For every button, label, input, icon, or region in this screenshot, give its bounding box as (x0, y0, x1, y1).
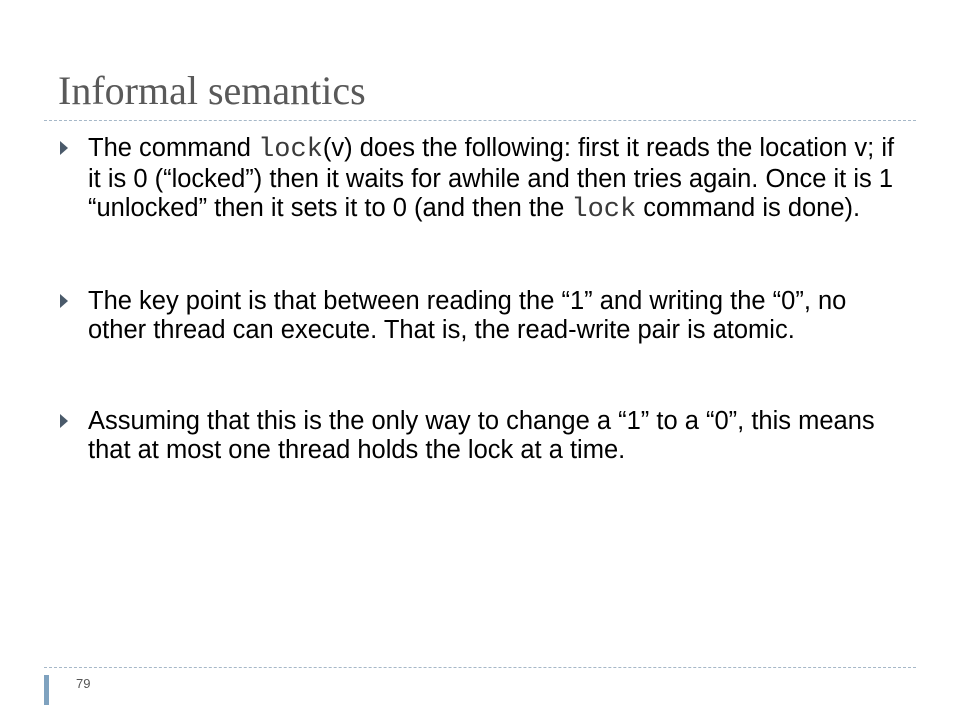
bullet-text-segment: (v) does the following: first it reads the location v; if it is 0 (“locked”) then it waits for awhile and then tries again. Once it is 1 “unlocked” then it sets it to 0 (and then the (88, 134, 895, 222)
page-number: 79 (76, 676, 91, 691)
bullet-list (56, 134, 906, 465)
bullet-item (56, 134, 906, 225)
code-lock: lock (571, 195, 637, 225)
bullet-item (56, 407, 906, 465)
bullet-text: The key point is that between reading the “1” and writing the “0”, no other thread can execute. That is, the read-write pair is atomic. (88, 287, 847, 344)
triangle-right-icon (60, 141, 68, 155)
bullet-text: Assuming that this is the only way to change a “1” to a “0”, this means that at most one thread holds the lock at a time. (88, 407, 875, 464)
bullet-item (56, 287, 906, 345)
triangle-right-icon (60, 414, 68, 428)
footer-divider (44, 667, 916, 668)
bullet-text (88, 134, 906, 225)
bullet-text-segment: The command (88, 134, 259, 162)
triangle-right-icon (60, 294, 68, 308)
code-lock: lock (258, 135, 323, 165)
bullet-text-segment: command is done). (636, 194, 861, 222)
title-divider (44, 120, 916, 121)
footer-accent-bar (44, 675, 49, 705)
slide-title: Informal semantics (58, 68, 366, 113)
